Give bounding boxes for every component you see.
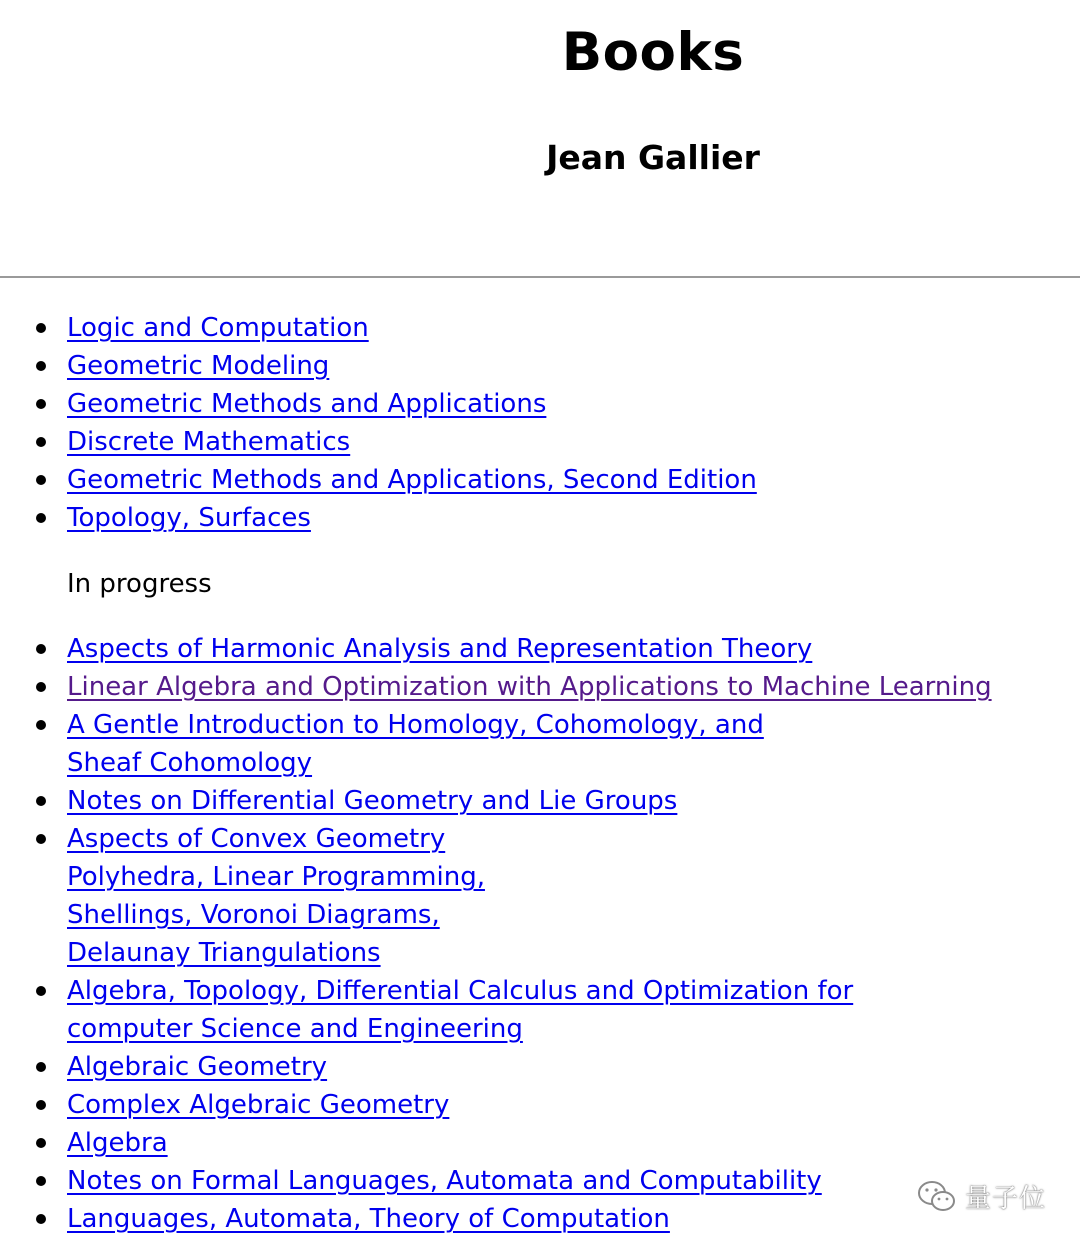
book-list-item — [0, 1086, 1080, 1124]
book-link-line: Geometric Methods and Applications — [67, 389, 547, 419]
published-book-list — [0, 309, 1080, 537]
book-link[interactable] — [67, 427, 350, 457]
book-link-line: Algebra — [67, 1128, 168, 1158]
book-link-line: Sheaf Cohomology — [67, 748, 313, 778]
book-list-item — [0, 1124, 1080, 1162]
book-link-line: Languages, Automata, Theory of Computation — [67, 1204, 670, 1234]
book-link[interactable] — [67, 1090, 449, 1120]
bullet-icon — [36, 1176, 46, 1186]
book-link-line: Polyhedra, Linear Programming, — [67, 862, 485, 892]
book-link[interactable] — [67, 465, 757, 495]
bullet-icon — [36, 796, 46, 806]
watermark-text: 量子位 — [964, 1184, 1046, 1214]
bullet-icon — [36, 1214, 46, 1224]
book-list-item — [0, 706, 1080, 782]
book-link[interactable] — [67, 313, 369, 343]
book-list-item — [0, 499, 1080, 537]
book-link-line: Geometric Modeling — [67, 351, 330, 381]
book-list-item — [0, 1048, 1080, 1086]
book-link-line: computer Science and Engineering — [67, 1014, 523, 1044]
book-link-line: A Gentle Introduction to Homology, Cohomology, and — [67, 710, 764, 740]
book-list-item — [0, 972, 1080, 1048]
book-link[interactable] — [67, 1052, 327, 1082]
book-link[interactable] — [67, 351, 329, 381]
bullet-icon — [36, 399, 46, 409]
book-link-line: Logic and Computation — [67, 313, 369, 343]
book-link-line: Complex Algebraic Geometry — [67, 1090, 450, 1120]
bullet-icon — [36, 437, 46, 447]
page-title: Books — [561, 22, 745, 83]
book-list-item — [0, 820, 1080, 972]
book-list-item — [0, 385, 1080, 423]
book-list-item — [0, 461, 1080, 499]
book-link[interactable] — [67, 1204, 670, 1234]
bullet-icon — [36, 475, 46, 485]
bullet-icon — [36, 682, 46, 692]
bullet-icon — [36, 1062, 46, 1072]
book-link[interactable] — [67, 976, 853, 1044]
wechat-icon — [917, 1179, 957, 1215]
bullet-icon — [36, 1100, 46, 1110]
book-link-line: Geometric Methods and Applications, Second Edition — [67, 465, 757, 495]
bullet-icon — [36, 986, 46, 996]
divider — [0, 276, 1080, 278]
book-list-item — [0, 347, 1080, 385]
book-link[interactable] — [67, 710, 764, 778]
bullet-icon — [36, 720, 46, 730]
in-progress-label: In progress — [67, 569, 212, 599]
book-link[interactable] — [67, 1128, 168, 1158]
bullet-icon — [36, 834, 46, 844]
book-link-line: Notes on Differential Geometry and Lie Groups — [67, 786, 678, 816]
book-link[interactable] — [67, 389, 546, 419]
book-list-item — [0, 423, 1080, 461]
watermark — [917, 1178, 1046, 1215]
book-link[interactable] — [67, 672, 992, 702]
book-link-line: Linear Algebra and Optimization with Applications to Machine Learning — [67, 672, 992, 702]
bullet-icon — [36, 323, 46, 333]
book-link[interactable] — [67, 1166, 822, 1196]
author-name: Jean Gallier — [546, 138, 760, 177]
in-progress-book-list — [0, 630, 1080, 1238]
book-list-item — [0, 309, 1080, 347]
book-link-line: Algebra, Topology, Differential Calculus and Optimization for — [67, 976, 854, 1006]
bullet-icon — [36, 361, 46, 371]
bullet-icon — [36, 644, 46, 654]
bullet-icon — [36, 1138, 46, 1148]
book-link-line: Algebraic Geometry — [67, 1052, 328, 1082]
book-list-item — [0, 668, 1080, 706]
bullet-icon — [36, 513, 46, 523]
book-link[interactable] — [67, 824, 485, 968]
book-link[interactable] — [67, 786, 677, 816]
book-link-line: Notes on Formal Languages, Automata and Computability — [67, 1166, 822, 1196]
book-link-line: Discrete Mathematics — [67, 427, 351, 457]
book-link-line: Delaunay Triangulations — [67, 938, 381, 968]
book-link-line: Topology, Surfaces — [67, 503, 311, 533]
book-link-line: Aspects of Harmonic Analysis and Representation Theory — [67, 634, 813, 664]
book-link[interactable] — [67, 634, 812, 664]
book-list-item — [0, 782, 1080, 820]
book-link-line: Aspects of Convex Geometry — [67, 824, 446, 854]
book-list-item — [0, 630, 1080, 668]
book-link[interactable] — [67, 503, 311, 533]
book-link-line: Shellings, Voronoi Diagrams, — [67, 900, 440, 930]
